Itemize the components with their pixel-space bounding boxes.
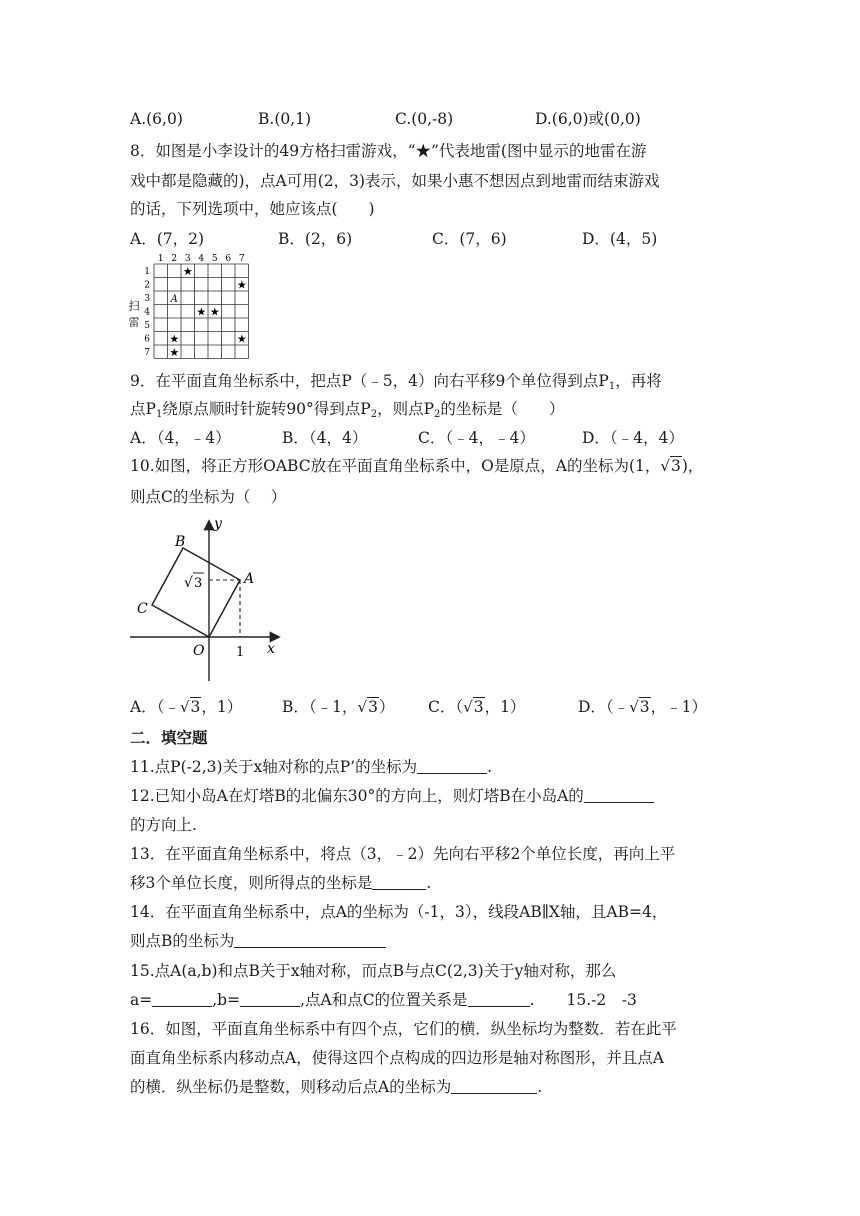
sqrt-radicand: 3 — [639, 698, 650, 716]
q10-line-1-tail: )， — [681, 457, 704, 475]
q10-option-a-pre: A．（﹣ — [130, 698, 180, 716]
q9-option-d: D．（﹣4，4） — [582, 429, 684, 447]
square-coordinate-figure — [128, 516, 288, 686]
q10-option-d-pre: D．（﹣ — [578, 698, 630, 716]
label-c: C — [137, 601, 148, 617]
q9-line-1 — [130, 370, 662, 398]
q16-answer-blank[interactable] — [451, 1076, 537, 1094]
mine-star-icon: ★ — [196, 305, 207, 319]
grid-col-label: 1 — [157, 254, 164, 264]
sqrt-radicand: 3 — [368, 698, 378, 716]
q10-option-c — [428, 696, 525, 718]
q9-line-2 — [130, 398, 564, 426]
q9-subscript: 2 — [370, 409, 378, 420]
q9-subscript: 2 — [434, 409, 441, 420]
q16-tail: . — [537, 1078, 543, 1096]
q11-answer-blank[interactable] — [417, 756, 487, 774]
q9-option-a: A．（4，﹣4） — [130, 429, 231, 447]
q8-line-2: 戏中都是隐藏的)，点A可用(2，3)表示，如果小惠不想因点到地雷而结束游戏 — [130, 172, 660, 190]
grid-row-label: 3 — [144, 293, 150, 304]
label-o: O — [193, 643, 205, 659]
q14-line-1: 14．在平面直角坐标系中，点A的坐标为（-1，3），线段AB∥X轴，且AB=4， — [130, 903, 668, 921]
label-a: A — [244, 571, 255, 587]
label-b: B — [175, 534, 186, 550]
q9-option-b: B．（4，4） — [282, 429, 368, 447]
q8-line-1: 8．如图是小李设计的49方格扫雷游戏，“★”代表地雷(图中显示的地雷在游 — [130, 142, 647, 160]
sqrt-symbol: √3 — [357, 698, 378, 716]
q8-option-d: D．(4，5) — [582, 230, 658, 248]
q16-text: 的横．纵坐标仍是整数，则移动后点A的坐标为 — [130, 1078, 452, 1096]
q9-subscript: 1 — [155, 409, 163, 420]
q9-line-2-text: ，则点P — [377, 400, 435, 418]
q7-option-d: D.(6,0)或(0,0) — [535, 110, 641, 128]
grid-row-label: 7 — [144, 347, 150, 358]
grid-row-label: 6 — [144, 334, 150, 345]
q14-line-2 — [130, 930, 386, 952]
q13-tail: . — [426, 874, 432, 892]
q8-option-b: B．(2，6) — [278, 230, 353, 248]
q12-answer-blank[interactable] — [584, 785, 654, 803]
q7-option-b: B.(0,1) — [258, 110, 312, 128]
q10-option-a-post: ，1） — [201, 698, 243, 716]
mine-star-icon: ★ — [169, 332, 180, 346]
q15-a-blank[interactable] — [152, 989, 212, 1007]
q13-line-2 — [130, 872, 431, 894]
label-sqrt3: 3 — [194, 576, 203, 591]
q8-option-a: A．(7，2) — [130, 230, 205, 248]
grid-col-label: 7 — [238, 254, 245, 264]
q10-option-b-pre: B．（﹣1， — [282, 698, 358, 716]
q15-b-blank[interactable] — [240, 989, 300, 1007]
square-oabc — [152, 548, 240, 637]
grid-row-label: 1 — [144, 266, 150, 277]
q14-text: 则点B的坐标为 — [130, 932, 235, 950]
grid-col-label: 3 — [184, 254, 191, 264]
sqrt-symbol: √ — [184, 575, 193, 591]
q11-line — [130, 756, 492, 778]
q7-option-a: A.(6,0) — [130, 110, 183, 128]
q9-line-1-text: 9．在平面直角坐标系中，把点P（﹣5，4）向右平移9个单位得到点P — [130, 372, 609, 390]
q10-option-c-post: ，1） — [484, 698, 526, 716]
q15-line-2 — [130, 989, 637, 1011]
mine-star-icon: ★ — [236, 278, 247, 292]
q9-option-c: C．（﹣4，﹣4） — [418, 429, 535, 447]
q8-option-c: C．(7，6) — [432, 230, 507, 248]
q15-answer-note: 15.-2 -3 — [566, 991, 637, 1009]
q9-subscript: 1 — [608, 381, 616, 392]
q10-option-b — [282, 696, 394, 718]
q9-line-2-text: 点P — [130, 400, 156, 418]
q15-relation-label: ,点A和点C的位置关系是 — [300, 991, 468, 1009]
q10-option-d — [578, 696, 707, 718]
q12-text: 12.已知小岛A在灯塔B的北偏东30°的方向上，则灯塔B在小岛A的 — [130, 787, 584, 805]
q15-tail: . — [529, 991, 535, 1009]
mine-star-icon: ★ — [236, 332, 247, 346]
grid-row-label: 2 — [144, 280, 150, 291]
q13-line-1: 13．在平面直角坐标系中，将点（3，﹣2）先向右平移2个单位长度，再向上平 — [130, 845, 676, 863]
q16-line-1: 16．如图，平面直角坐标系中有四个点，它们的横．纵坐标均为整数．若在此平 — [130, 1020, 677, 1038]
grid-side-label: 扫 — [128, 299, 140, 313]
label-x: x — [267, 641, 275, 657]
mine-star-icon: ★ — [169, 345, 180, 359]
q9-line-2-text: 绕原点顺时针旋转90°得到点P — [162, 400, 371, 418]
q8-line-3: 的话，下列选项中，她应该点( ) — [130, 200, 375, 218]
q10-option-a — [130, 696, 242, 718]
grid-col-label: 5 — [211, 254, 218, 264]
mine-star-icon: ★ — [182, 264, 193, 278]
q12-line-1 — [130, 785, 654, 807]
q16-line-2: 面直角坐标系内移动点A，使得这四个点构成的四边形是轴对称图形，并且点A — [130, 1049, 664, 1067]
section-2-title: 二．填空题 — [130, 728, 208, 747]
sqrt-symbol: √3 — [660, 457, 681, 475]
grid-row-label: 4 — [144, 307, 150, 318]
q11-text: 11.点P(-2,3)关于x轴对称的点P’的坐标为 — [130, 758, 418, 776]
grid-col-label: 2 — [171, 254, 178, 264]
q9-line-1-tail: ，再将 — [615, 372, 662, 390]
q15-a-label: a= — [130, 991, 153, 1009]
q10-line-1 — [130, 455, 703, 477]
grid-row-label: 5 — [144, 320, 150, 331]
sqrt-symbol: √3 — [629, 698, 650, 716]
q15-line-1: 15.点A(a,b)和点B关于x轴对称，而点B与点C(2,3)关于y轴对称，那么 — [130, 962, 617, 980]
q10-option-d-post: ，﹣1） — [650, 698, 707, 716]
q14-answer-blank[interactable] — [234, 930, 386, 948]
q11-tail: . — [487, 758, 493, 776]
q10-line-2: 则点C的坐标为（ ） — [130, 488, 287, 506]
sqrt-radicand: 3 — [190, 698, 201, 716]
q15-relation-blank[interactable] — [468, 989, 530, 1007]
q7-option-c: C.(0,-8) — [395, 110, 454, 128]
q13-answer-blank[interactable] — [372, 872, 426, 890]
sqrt-symbol: √3 — [463, 698, 484, 716]
q12-line-2: 的方向上. — [130, 816, 197, 834]
q16-line-3 — [130, 1076, 542, 1098]
grid-col-label: 4 — [198, 254, 205, 264]
q10-line-1-text: 10.如图，将正方形OABC放在平面直角坐标系中，O是原点，A的坐标为(1， — [130, 457, 661, 475]
label-y: y — [214, 516, 222, 532]
q10-option-c-pre: C．（ — [428, 698, 464, 716]
label-one: 1 — [236, 645, 245, 660]
grid-side-label: 雷 — [128, 315, 140, 329]
sqrt-radicand: 3 — [473, 698, 484, 716]
q9-line-2-text: 的坐标是（ ） — [440, 400, 565, 418]
minesweeper-grid — [128, 250, 253, 362]
q15-b-label: ,b= — [212, 991, 241, 1009]
sqrt-radicand: 3 — [670, 457, 681, 475]
mine-star-icon: ★ — [209, 305, 220, 319]
grid-point-a: A — [170, 293, 178, 305]
q10-option-b-post: ） — [378, 698, 395, 716]
sqrt-symbol: √3 — [179, 698, 201, 716]
q13-text: 移3个单位长度，则所得点的坐标是 — [130, 874, 373, 892]
grid-col-label: 6 — [225, 254, 232, 264]
